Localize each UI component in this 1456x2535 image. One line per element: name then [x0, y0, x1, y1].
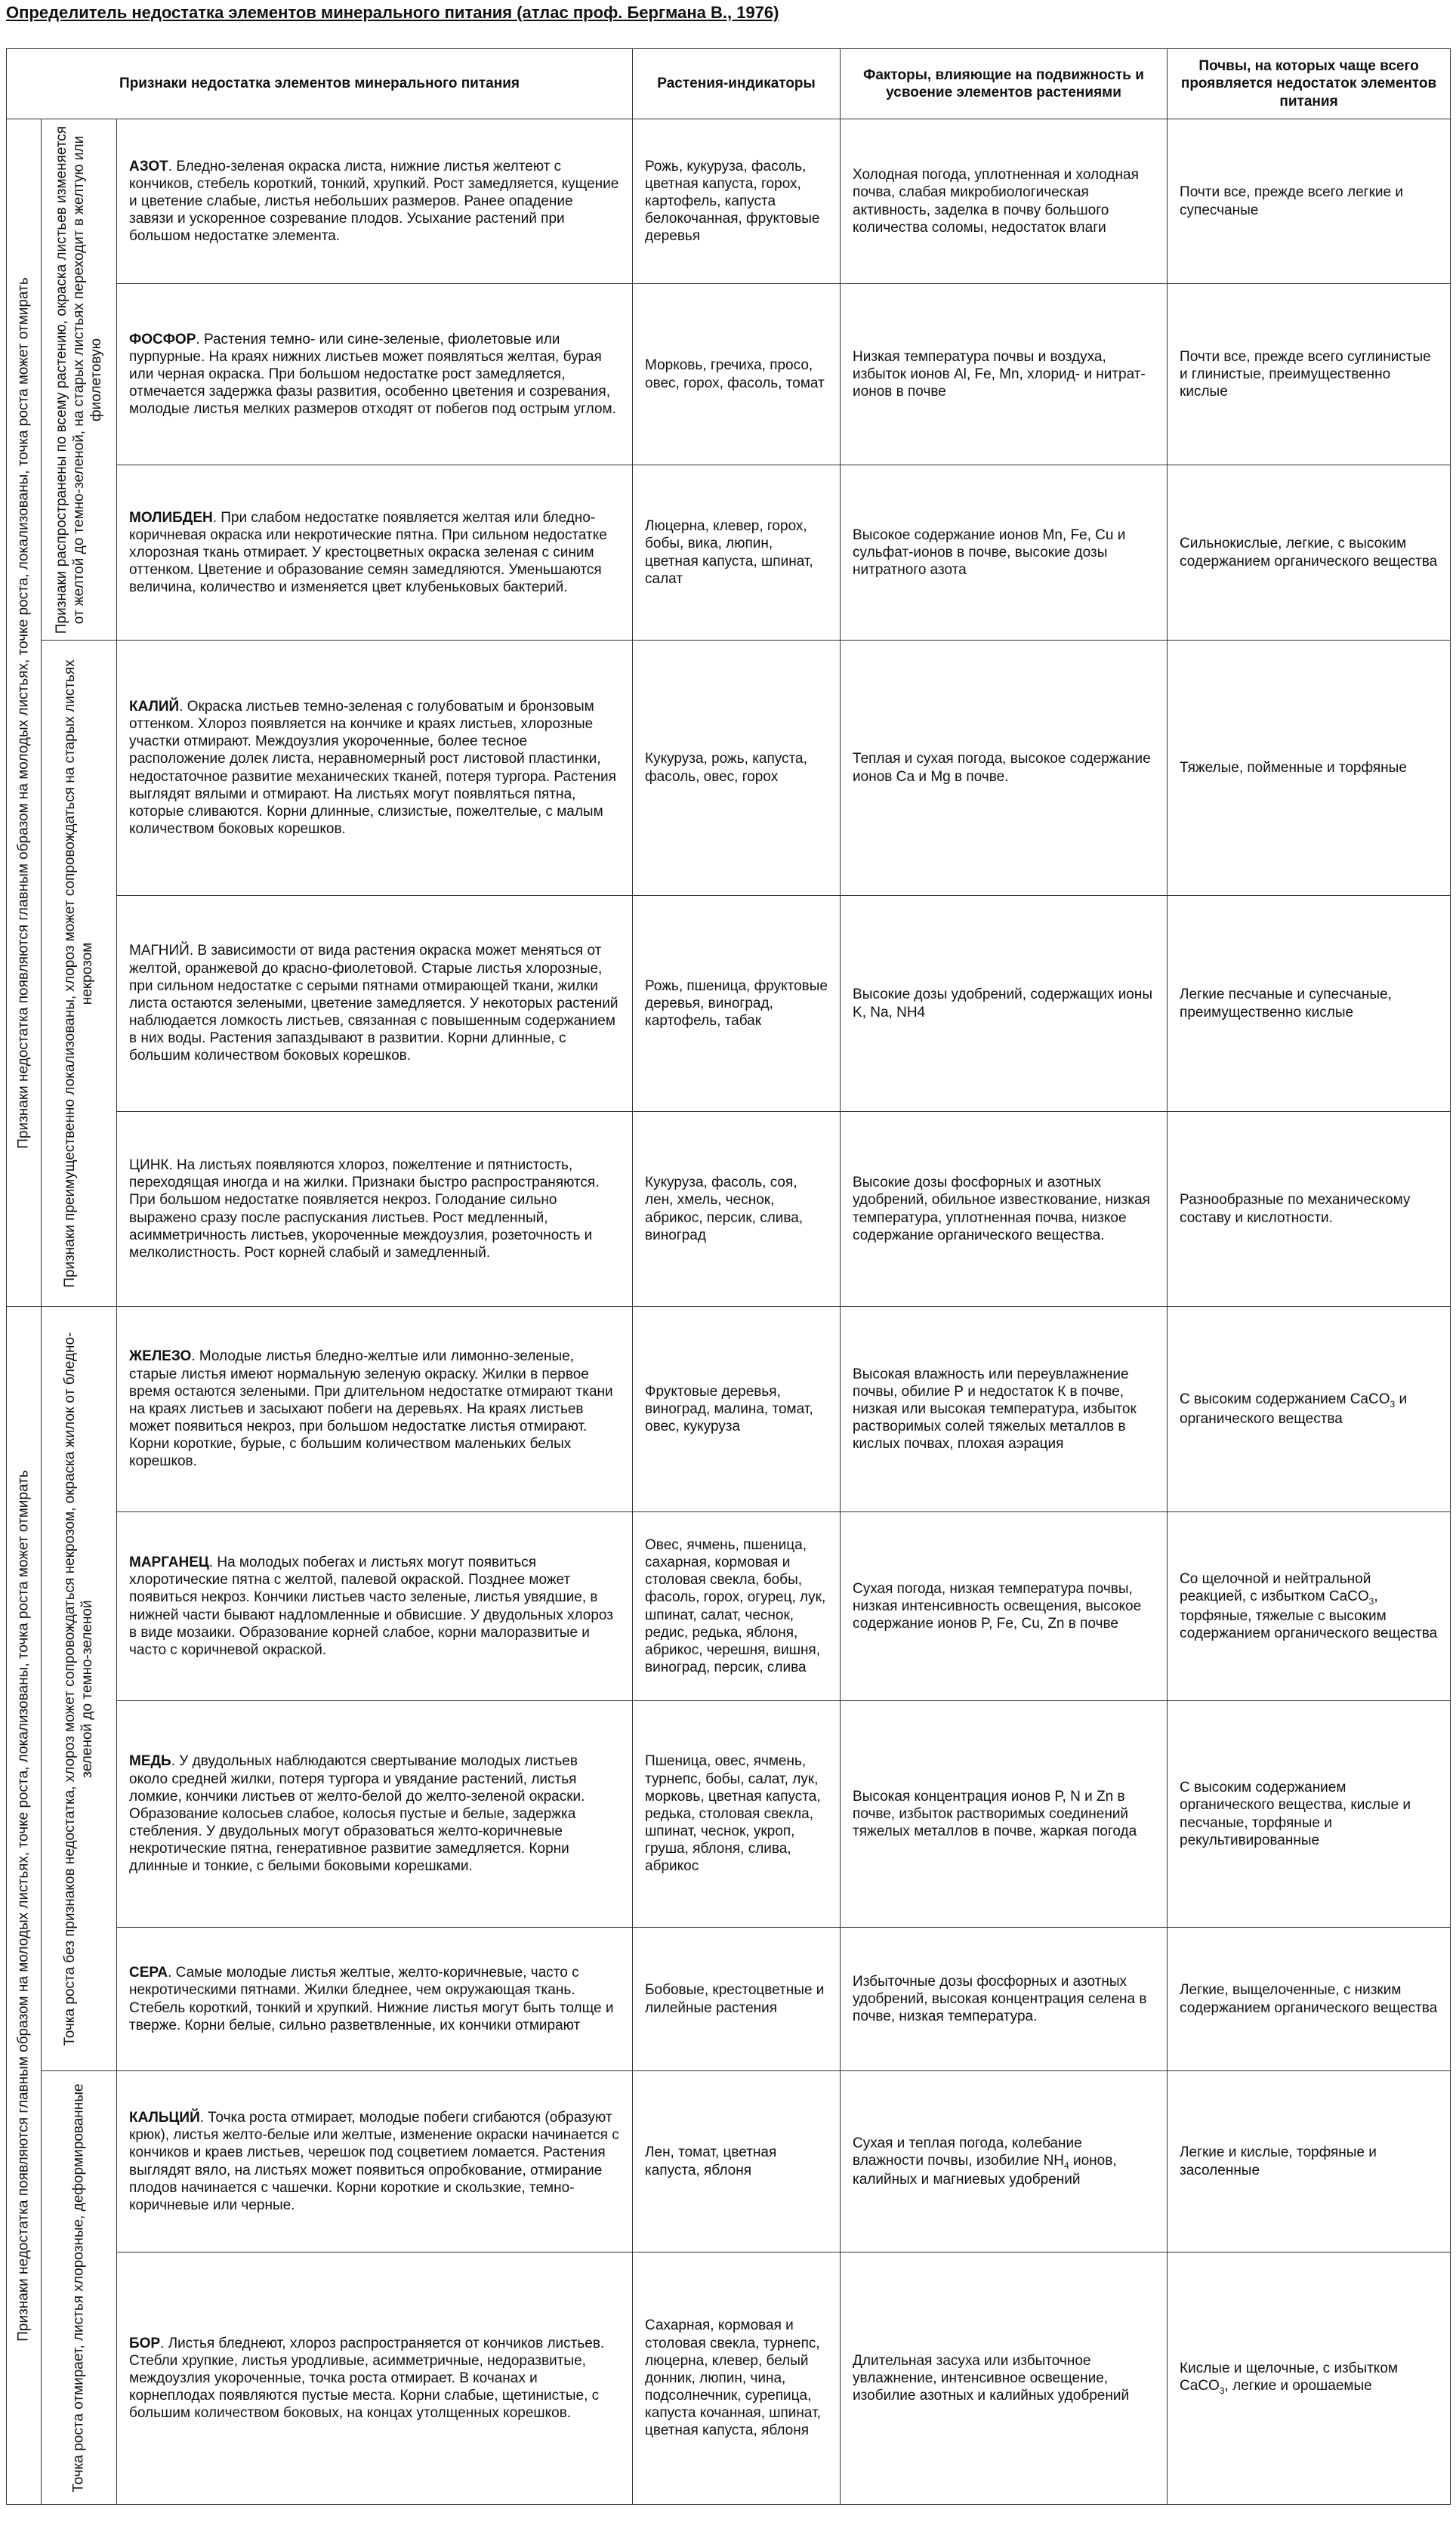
element-name: СЕРА: [129, 1965, 168, 1981]
deficiency-sign-cell: [117, 284, 633, 465]
group-label-b: Признаки недостатка появляются главным образом на молодых листьях, точке роста, локализованы, точка роста может отмирать: [7, 1307, 42, 2505]
indicator-plants-cell: Кукуруза, рожь, капуста, фасоль, овес, горох: [633, 641, 841, 896]
factors-cell: Высокие дозы удобрений, содержащих ионы K, Na, NH4: [841, 896, 1168, 1112]
soils-cell: Легкие и кислые, торфяные и засоленные: [1168, 2071, 1451, 2252]
soils-cell: Почти все, прежде всего суглинистые и глинистые, преимущественно кислые: [1168, 284, 1451, 465]
soils-cell: Разнообразные по механическому составу и кислотности.: [1168, 1112, 1451, 1307]
factors-cell: Сухая погода, низкая температура почвы, низкая интенсивность освещения, высокое содержание ионов P, Fe, Cu, Zn в почве: [841, 1512, 1168, 1701]
element-name: МАРГАНЕЦ: [129, 1554, 209, 1570]
sign-text: . Самые молодые листья желтые, желто-коричневые, часто с некротическими пятнами. Жилки бледнее, чем окружающая ткань. Стебель короткий, тонкий и хрупкий. Нижние листья могут быть толще и тверже. Корни белые, сильно разветвленные, их кончики отмирают: [129, 1965, 614, 2033]
element-name: ЖЕЛЕЗО: [129, 1348, 192, 1365]
subgroup-label-b1: Точка роста без признаков недостатка, хлороз может сопровождаться некрозом, окраска жилок от бледно-зеленой до темно-зеленой: [42, 1307, 117, 2071]
table-row: [7, 465, 1451, 641]
indicator-plants-cell: Пшеница, овес, ячмень, турнепс, бобы, салат, лук, морковь, цветная капуста, редька, столовая свекла, шпинат, чеснок, укроп, груша, яблоня, слива, абрикос: [633, 1701, 841, 1928]
document-title: Определитель недостатка элементов минерального питания (атлас проф. Бергмана В., 1976): [6, 3, 779, 22]
header-factors: Факторы, влияющие на подвижность и усвоение элементов растениями: [841, 49, 1168, 119]
element-name: МОЛИБДЕН: [129, 509, 213, 526]
group-label-a: Признаки недостатка появляются главным образом на молодых листьях, точке роста, локализованы, точка роста может отмирать: [7, 119, 42, 1307]
deficiency-sign-cell: [117, 119, 633, 284]
indicator-plants-cell: Лен, томат, цветная капуста, яблоня: [633, 2071, 841, 2252]
factors-cell: Теплая и сухая погода, высокое содержание ионов Са и Mg в почве.: [841, 641, 1168, 896]
factors-cell: Низкая температура почвы и воздуха, избыток ионов Al, Fe, Mn, хлорид- и нитрат-ионов в почве: [841, 284, 1168, 465]
deficiency-sign-cell: [117, 465, 633, 641]
soils-cell: С высоким содержанием органического вещества, кислые и песчаные, торфяные и рекультивированные: [1168, 1701, 1451, 1928]
table-row: [7, 1701, 1451, 1928]
sign-text: . Бледно-зеленая окраска листа, нижние листья желтеют с кончиков, стебель короткий, тонкий, хрупкий. Рост замедляется, кущение и цветение слабые, листья небольших размеров. Ранее опадение завязи и ускоренное созревание плодов. Усыхание растений при большом недостатке элемента.: [129, 158, 619, 245]
subgroup-label-a1: Признаки распространены по всему растению, окраска листьев изменяется от желтой до темно-зеленой, на старых листьях переходит в желтую или фиолетовую: [42, 119, 117, 641]
table-row: [7, 896, 1451, 1112]
deficiency-sign-cell: [117, 2252, 633, 2505]
soils-cell: Со щелочной и нейтральной реакцией, с избытком CaCO$_3$, торфяные, тяжелые с высоким содержанием органического вещества: [1168, 1512, 1451, 1701]
indicator-plants-cell: Фруктовые деревья, виноград, малина, томат, овес, кукуруза: [633, 1307, 841, 1512]
element-name: АЗОТ: [129, 158, 168, 174]
sign-text: . На молодых побегах и листьях могут появиться хлоротические пятна с желтой, палевой окраской. Позднее может появиться некроз. Кончики листьев часто зеленые, листья увядшие, в нижней части бывают надломленные и обвисшие. У двудольных хлороз в виде мозаики. Образование корней слабое, корни малоразвитые и часто с коричневой окраской.: [129, 1554, 613, 1658]
deficiency-sign-cell: [117, 2071, 633, 2252]
sign-text: . Молодые листья бледно-желтые или лимонно-зеленые, старые листья имеют нормальную зеленую окраску. Жилки в первое время остаются зелеными. При длительном недостатке отмирают ткани на краях листьев и засыхают побеги на деревьях. На краях листьев может появиться некроз, при большом недостатке листья отмирают. Корни короткие, бурые, с большим количеством маленьких белых корешков.: [129, 1348, 613, 1470]
deficiency-sign-cell: [117, 1307, 633, 1512]
header-signs: Признаки недостатка элементов минерального питания: [7, 49, 633, 119]
sign-text: МАГНИЙ. В зависимости от вида растения окраска может меняться от желтой, оранжевой до красно-фиолетовой. Старые листья хлорозные, при сильном недостатке с серыми пятнами отмирающей ткани, жилки листа остаются зелеными, цветение замедляется. У некоторых растений наблюдается ломкость листьев, связанная с повышенным содержанием в них воды. Растения запаздывают в развитии. Корни длинные, с большим количеством боковых корешков.: [129, 943, 618, 1064]
element-name: БОР: [129, 2335, 161, 2351]
factors-cell: Высокая концентрация ионов P, N и Zn в почве, избыток растворимых соединений тяжелых металлов в почве, жаркая погода: [841, 1701, 1168, 1928]
sign-text: . Окраска листьев темно-зеленая с голубоватым и бронзовым оттенком. Хлороз появляется на кончике и краях листьев, хлорозные участки отмирают. Междоузлия укороченные, более тесное расположение долек листа, неравномерный рост листовой пластинки, недостаточное развитие механических тканей, потеря тургора. Растения выглядят вялыми и отмирают. На листьях могут появляться пятна, которые сливаются. Корни длинные, слизистые, пожелтелые, с малым количеством боковых корешков.: [129, 698, 616, 838]
table-row: [7, 1928, 1451, 2071]
factors-cell: Холодная погода, уплотненная и холодная почва, слабая микробиологическая активность, заделка в почву большого количества соломы, недостаток влаги: [841, 119, 1168, 284]
factors-cell: Сухая и теплая погода, колебание влажности почвы, изобилие $NH_4$ ионов, калийных и магниевых удобрений: [841, 2071, 1168, 2252]
element-name: КАЛЬЦИЙ: [129, 2109, 200, 2126]
header-plants: Растения-индикаторы: [633, 49, 841, 119]
soils-cell: Тяжелые, пойменные и торфяные: [1168, 641, 1451, 896]
factors-cell: Избыточные дозы фосфорных и азотных удобрений, высокая концентрация селена в почве, низкая температура.: [841, 1928, 1168, 2071]
soils-cell: С высоким содержанием CaCO$_3$ и органического вещества: [1168, 1307, 1451, 1512]
soils-cell: Кислые и щелочные, с избытком CaCO$_3$, легкие и орошаемые: [1168, 2252, 1451, 2505]
table-row: [7, 119, 1451, 284]
sign-text: . Листья бледнеют, хлороз распространяется от кончиков листьев. Стебли хрупкие, листья уродливые, асимметричные, недоразвитые, междоузлия укороченные, точка роста отмирает. В кочанах и корнеплодах появляются пустые места. Корни слабые, щетинистые, с большим количеством боковых, на концах утолщенных корешков.: [129, 2335, 605, 2422]
deficiency-sign-cell: [117, 1512, 633, 1701]
sign-text: . Растения темно- или сине-зеленые, фиолетовые или пурпурные. На краях нижних листьев может появляться желтая, бурая или черная окраска. При большом недостатке рост замедляется, отмечается задержка фазы развития, особенно цветения и созревания, молодые листья мелких размеров отходят от побегов под острым углом.: [129, 331, 616, 418]
indicator-plants-cell: Кукуруза, фасоль, соя, лен, хмель, чеснок, абрикос, персик, слива, виноград: [633, 1112, 841, 1307]
soils-cell: Почти все, прежде всего легкие и супесчаные: [1168, 119, 1451, 284]
sign-text: . Точка роста отмирает, молодые побеги сгибаются (образуют крюк), листья желто-белые или желтые, изменение окраски начинается с кончиков и краев листьев, черешок под соцветием ломается. Растения выглядят вяло, на листьях может появиться опробкование, отмирание плодов начинается с чашечки. Корни короткие и скользкие, темно-коричневые или черные.: [129, 2109, 619, 2213]
indicator-plants-cell: Бобовые, крестоцветные и лилейные растения: [633, 1928, 841, 2071]
element-name: МЕДЬ: [129, 1753, 171, 1770]
factors-cell: Высокая влажность или переувлажнение почвы, обилие Р и недостаток К в почве, низкая или высокая температура, избыток растворимых солей тяжелых металлов в кислых почвах, плохая аэрация: [841, 1307, 1168, 1512]
deficiency-sign-cell: [117, 896, 633, 1112]
soils-cell: Легкие, выщелоченные, с низким содержанием органического вещества: [1168, 1928, 1451, 2071]
indicator-plants-cell: Овес, ячмень, пшеница, сахарная, кормовая и столовая свекла, бобы, фасоль, горох, огурец, лук, шпинат, салат, чеснок, редис, редька, яблоня, абрикос, черешня, вишня, виноград, персик, слива: [633, 1512, 841, 1701]
indicator-plants-cell: Люцерна, клевер, горох, бобы, вика, люпин, цветная капуста, шпинат, салат: [633, 465, 841, 641]
header-soils: Почвы, на которых чаще всего проявляется недостаток элементов питания: [1168, 49, 1451, 119]
deficiency-sign-cell: [117, 1701, 633, 1928]
indicator-plants-cell: Морковь, гречиха, просо, овес, горох, фасоль, томат: [633, 284, 841, 465]
sign-text: ЦИНК. На листьях появляются хлороз, пожелтение и пятнистость, переходящая иногда и на жилки. Признаки быстро распространяются. При большом недостатке появляется некроз. Голодание сильно выражено сразу после распускания листьев. Рост медленный, асимметричность листьев, укороченные междоузлия, розеточность и мелколистность. Рост корней слабый и замедленный.: [129, 1156, 600, 1261]
sign-text: . При слабом недостатке появляется желтая или бледно-коричневая окраска или некротические пятна. При сильном недостатке хлорозная ткань отмирает. У крестоцветных окраска зеленая с синим оттенком. Цветение и образование семян замедляются. Уменьшаются величина, количество и изменяется цвет клубеньковых бактерий.: [129, 509, 607, 596]
indicator-plants-cell: Рожь, пшеница, фруктовые деревья, виноград, картофель, табак: [633, 896, 841, 1112]
sign-text: . У двудольных наблюдаются свертывание молодых листьев около средней жилки, потеря тургора и увядание растений, листья ломкие, кончики листьев от желто-белой до желто-зеленой окраски. Образование колосьев слабое, колосья пустые и белые, задержка стебления. У двудольных могут образоваться желто-коричневые некротические пятна, генеративное развитие замедляется. Корни длинные и тонкие, с белыми боковыми корешками.: [129, 1753, 585, 1875]
table-row: [7, 2071, 1451, 2252]
factors-cell: Длительная засуха или избыточное увлажнение, интенсивное освещение, изобилие азотных и калийных удобрений: [841, 2252, 1168, 2505]
table-row: [7, 2252, 1451, 2505]
table-row: [7, 284, 1451, 465]
deficiency-sign-cell: [117, 1112, 633, 1307]
element-name: ФОСФОР: [129, 331, 196, 347]
indicator-plants-cell: Рожь, кукуруза, фасоль, цветная капуста, горох, картофель, капуста белокочанная, фруктовые деревья: [633, 119, 841, 284]
factors-cell: Высокие дозы фосфорных и азотных удобрений, обильное известкование, низкая температура, уплотненная почва, низкое содержание органического вещества.: [841, 1112, 1168, 1307]
factors-cell: Высокое содержание ионов Mn, Fe, Cu и сульфат-ионов в почве, высокие дозы нитратного азота: [841, 465, 1168, 641]
subgroup-label-a2: Признаки преимущественно локализованы, хлороз может сопровождаться на старых листьях некрозом: [42, 641, 117, 1307]
table-row: [7, 1112, 1451, 1307]
soils-cell: Сильнокислые, легкие, с высоким содержанием органического вещества: [1168, 465, 1451, 641]
element-name: КАЛИЙ: [129, 698, 180, 715]
subgroup-label-b2: Точка роста отмирает, листья хлорозные, деформированные: [42, 2071, 117, 2505]
deficiency-sign-cell: [117, 1928, 633, 2071]
table-row: [7, 1307, 1451, 1512]
indicator-plants-cell: Сахарная, кормовая и столовая свекла, турнепс, люцерна, клевер, белый донник, люпин, чина, подсолнечник, сурепица, капуста кочанная, шпинат, цветная капуста, яблоня: [633, 2252, 841, 2505]
table-row: [7, 1512, 1451, 1701]
deficiency-table: [6, 48, 1451, 2505]
deficiency-sign-cell: [117, 641, 633, 896]
table-row: [7, 641, 1451, 896]
soils-cell: Легкие песчаные и супесчаные, преимущественно кислые: [1168, 896, 1451, 1112]
